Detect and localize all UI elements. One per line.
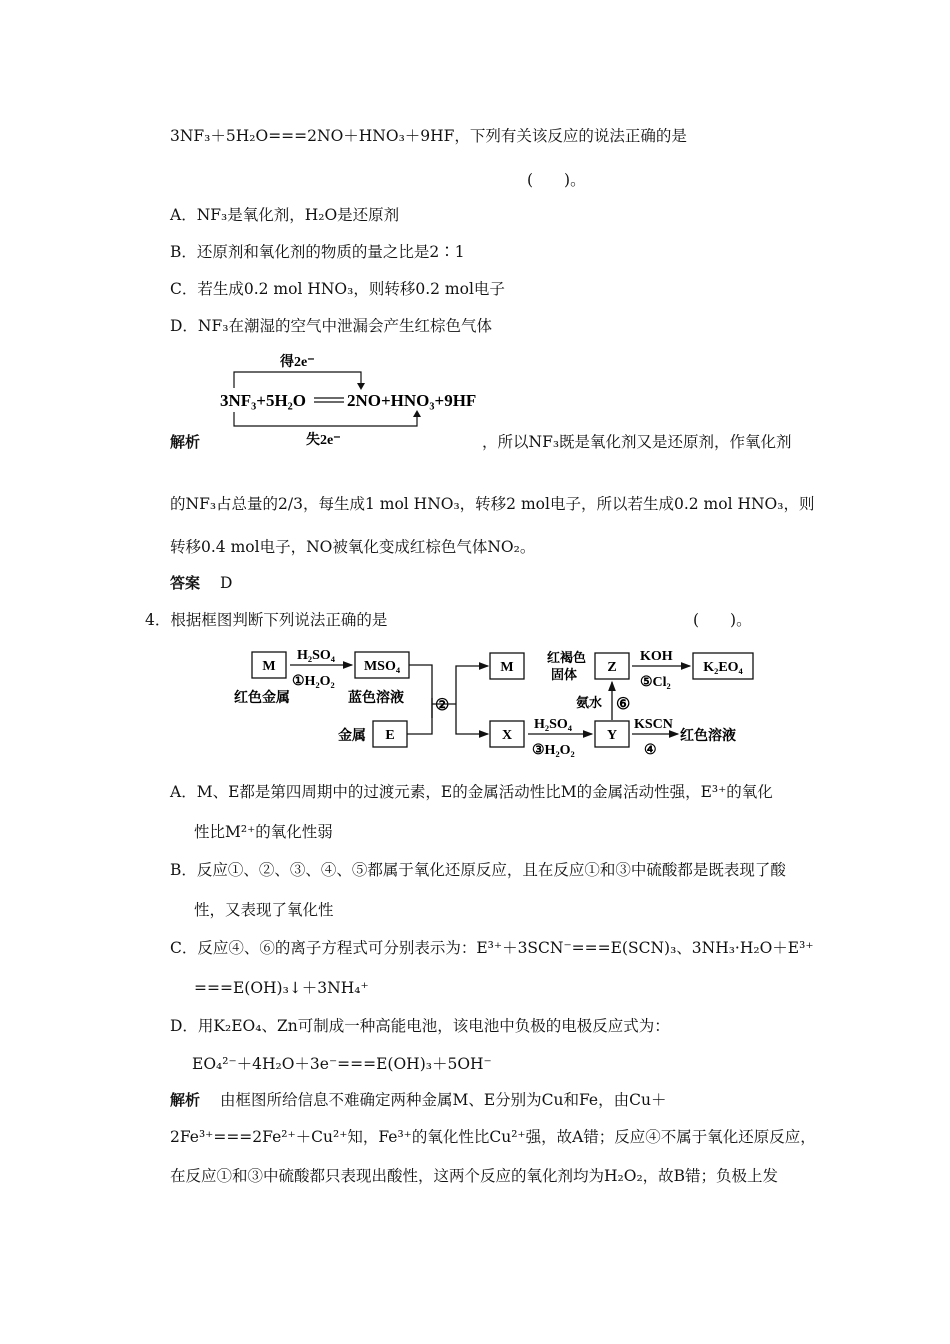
lose-electrons-label: 失2e⁻ — [306, 433, 341, 448]
box-y-label: Y — [606, 728, 618, 743]
arrow1-reagent: H₂SO₄ — [297, 648, 335, 663]
label-blue-solution: 蓝色溶液 — [348, 691, 404, 706]
q4-answer-blank: ( )。 — [693, 611, 752, 629]
q4-analysis-line3: 在反应①和③中硫酸都只表现出酸性，这两个反应的氧化剂均为H₂O₂，故B错；负极上发 — [170, 1167, 779, 1185]
q4-analysis-line2: 2Fe³⁺===2Fe²⁺＋Cu²⁺知，Fe³⁺的氧化性比Cu²⁺强，故A错；反应④不属于氧化还原反应， — [170, 1128, 816, 1146]
arrow3-reagent: H₂SO₄ — [534, 717, 572, 732]
q4-stem: 4．根据框图判断下列说法正确的是 — [145, 611, 388, 629]
box-x-label: X — [501, 728, 513, 743]
q3-answer-label: 答案 — [170, 574, 201, 592]
q3-analysis-line1: ，所以NF₃既是氧化剂又是还原剂，作氧化剂 — [482, 433, 792, 451]
q4-option-c-line2: ===E(OH)₃↓＋3NH₄⁺ — [194, 979, 369, 997]
gain-electrons-label: 得2e⁻ — [280, 355, 315, 370]
q4-option-d-line2: EO₄²⁻＋4H₂O＋3e⁻===E(OH)₃＋5OH⁻ — [192, 1055, 492, 1073]
q3-answer-value: D — [220, 574, 233, 592]
box-k2eo4-label: K₂EO₄ — [703, 660, 743, 675]
reaction-flowchart — [220, 640, 760, 760]
q4-option-a-line1: A．M、E都是第四周期中的过渡元素，E的金属活动性比M的金属活动性强，E³⁺的氧化 — [170, 783, 773, 801]
q3-option-b: B．还原剂和氧化剂的物质的量之比是2∶1 — [170, 243, 465, 261]
q4-option-c-line1: C．反应④、⑥的离子方程式可分别表示为：E³⁺＋3SCN⁻===E(SCN)₃、3NH₃·H₂O＋E³⁺ — [170, 939, 814, 957]
label-red-solution: 红色溶液 — [680, 729, 736, 744]
box-m-product-label: M — [500, 660, 514, 675]
arrow5-reagent: KOH — [640, 649, 673, 664]
equation-left-side: 3NF₃+5H₂O — [220, 391, 306, 410]
q3-option-c: C．若生成0.2 mol HNO₃，则转移0.2 mol电子 — [170, 280, 505, 298]
reaction-6-marker: ⑥ — [616, 696, 631, 713]
q3-option-a: A．NF₃是氧化剂，H₂O是还原剂 — [170, 206, 400, 224]
q3-analysis-line2: 的NF₃占总量的2/3，每生成1 mol HNO₃，转移2 mol电子，所以若生成0.2 mol HNO₃，则 — [170, 495, 815, 513]
q4-analysis-label: 解析 — [170, 1091, 201, 1109]
box-m-start-label: M — [262, 659, 276, 674]
label-solid: 固体 — [551, 667, 578, 682]
reaction-2-marker: ② — [435, 697, 450, 714]
q4-option-a-line2: 性比M²⁺的氧化性弱 — [194, 823, 333, 841]
q3-answer-blank: ( )。 — [527, 171, 586, 189]
box-z-label: Z — [607, 660, 617, 675]
box-mso4-label: MSO₄ — [363, 659, 401, 674]
arrow6-reagent: 氨水 — [576, 695, 603, 710]
q3-option-d: D．NF₃在潮湿的空气中泄漏会产生红棕色气体 — [170, 317, 492, 335]
label-red-metal: 红色金属 — [234, 691, 290, 706]
arrow4-reagent: KSCN — [634, 717, 673, 732]
q4-option-b-line1: B．反应①、②、③、④、⑤都属于氧化还原反应，且在反应①和③中硫酸都是既表现了酸 — [170, 861, 786, 879]
box-e-label: E — [385, 728, 395, 743]
q3-stem: 3NF₃＋5H₂O===2NO＋HNO₃＋9HF，下列有关该反应的说法正确的是 — [170, 127, 687, 145]
q4-option-b-line2: 性，又表现了氧化性 — [194, 901, 334, 919]
arrow3-condition: ③H₂O₂ — [532, 743, 575, 758]
arrow5-condition: ⑤Cl₂ — [640, 675, 671, 690]
electron-transfer-diagram — [210, 350, 500, 450]
q3-analysis-line3: 转移0.4 mol电子，NO被氧化变成红棕色气体NO₂。 — [170, 538, 536, 556]
label-red-brown: 红褐色 — [547, 650, 587, 665]
equation-right-side: 2NO+HNO₃+9HF — [347, 391, 477, 410]
arrow4-marker: ④ — [644, 743, 657, 758]
q4-option-d-line1: D．用K₂EO₄、Zn可制成一种高能电池，该电池中负极的电极反应式为： — [170, 1017, 670, 1035]
label-metal: 金属 — [338, 729, 366, 744]
q4-analysis-line1: 由框图所给信息不难确定两种金属M、E分别为Cu和Fe，由Cu＋ — [220, 1091, 667, 1109]
q3-analysis-label: 解析 — [170, 433, 201, 451]
arrow1-condition: ①H₂O₂ — [292, 674, 335, 689]
